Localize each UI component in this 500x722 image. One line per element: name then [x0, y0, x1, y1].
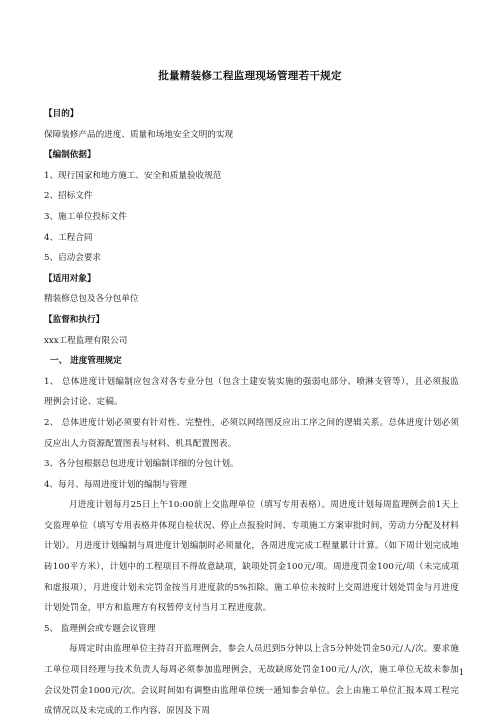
schedule-item-2: 2、 总体进度计划必须要有针对性、完整性，必须以网络图反应出工序之间的逻辑关系。总体进度计划必须反应出人力资源配置图表与材料、机具配置图表。 [44, 417, 459, 449]
basis-item-2: 2、招标文件 [44, 191, 93, 202]
basis-item-3: 3、施工单位投标文件 [44, 211, 127, 222]
purpose-text: 保障装修产品的进度、质量和场地安全文明的实现 [44, 129, 234, 140]
schedule-item-1: 1、 总体进度计划编制应包含对各专业分包（包含土建安装实施的强弱电部分、喷淋支管等），且必须报监理例会讨论、定稿。 [44, 376, 459, 408]
basis-item-4: 4、工程合同 [44, 232, 93, 243]
scope-text: 精装修总包及各分包单位 [44, 294, 139, 305]
schedule-item-5-body: 每周定时由监理单位主持召开监理例会，参会人员迟到5分钟以上含5分钟处罚金50元/人/次。要求施工单位项目经理与技术负责人每周必须参加监理例会，无故缺席处罚金100元/人/次，施工单位无故未参加会议处罚金1000元/次。会议时间如有调整由监理单位统一通知参会单位。会上由施工单位汇报本周工程完成情况以及未完成的工作内容、原因及下周 [44, 644, 459, 717]
schedule-item-3: 3、各分包根据总包进度计划编制详细的分包计划。 [44, 459, 239, 470]
section-heading-purpose: 【目的】 [44, 109, 79, 119]
document-body [44, 104, 459, 722]
chapter-heading-schedule: 一、 进度管理规定 [50, 356, 122, 367]
schedule-item-5: 5、 监理例会或专题会议管理 [44, 623, 156, 634]
document-title: 批量精装修工程监理现场管理若干规定 [158, 70, 342, 82]
schedule-item-4: 4、每月、每周进度计划的编制与管理 [44, 479, 187, 490]
section-heading-basis: 【编制依据】 [44, 150, 96, 161]
supervision-text: xxx工程监理有限公司 [44, 335, 128, 346]
section-heading-supervision: 【监督和执行】 [44, 314, 105, 325]
page-number: 1 [458, 668, 464, 677]
schedule-item-4-body: 月进度计划每月25日上午10:00前上交监理单位（填写专用表格）。周进度计划每周监理例会前1天上交监理单位（填写专用表格并体现自检状况、停止点报验时间、专项施工方案审批时间，劳动力分配及材料计划）。月进度计划编制与周进度计划编制时必须量化，各周进度完成工程量累计计算。（如下周计划完成地砖100平方米），计划中的工程项目不得故意缺项，缺项处罚金100元/项。周进度罚金100元/项（未完成项和虚报项），月进度计划未完罚金按当月进度款的5%扣除。施工单位未按时上交周进度计划处罚金与月进度计划处罚金，甲方和监理方有权暂停支付当月工程进度款。 [44, 500, 459, 614]
basis-item-5: 5、启动会要求 [44, 253, 102, 264]
basis-item-1: 1、现行国家和地方施工、安全和质量验收规范 [44, 170, 222, 181]
section-heading-scope: 【适用对象】 [44, 273, 96, 284]
